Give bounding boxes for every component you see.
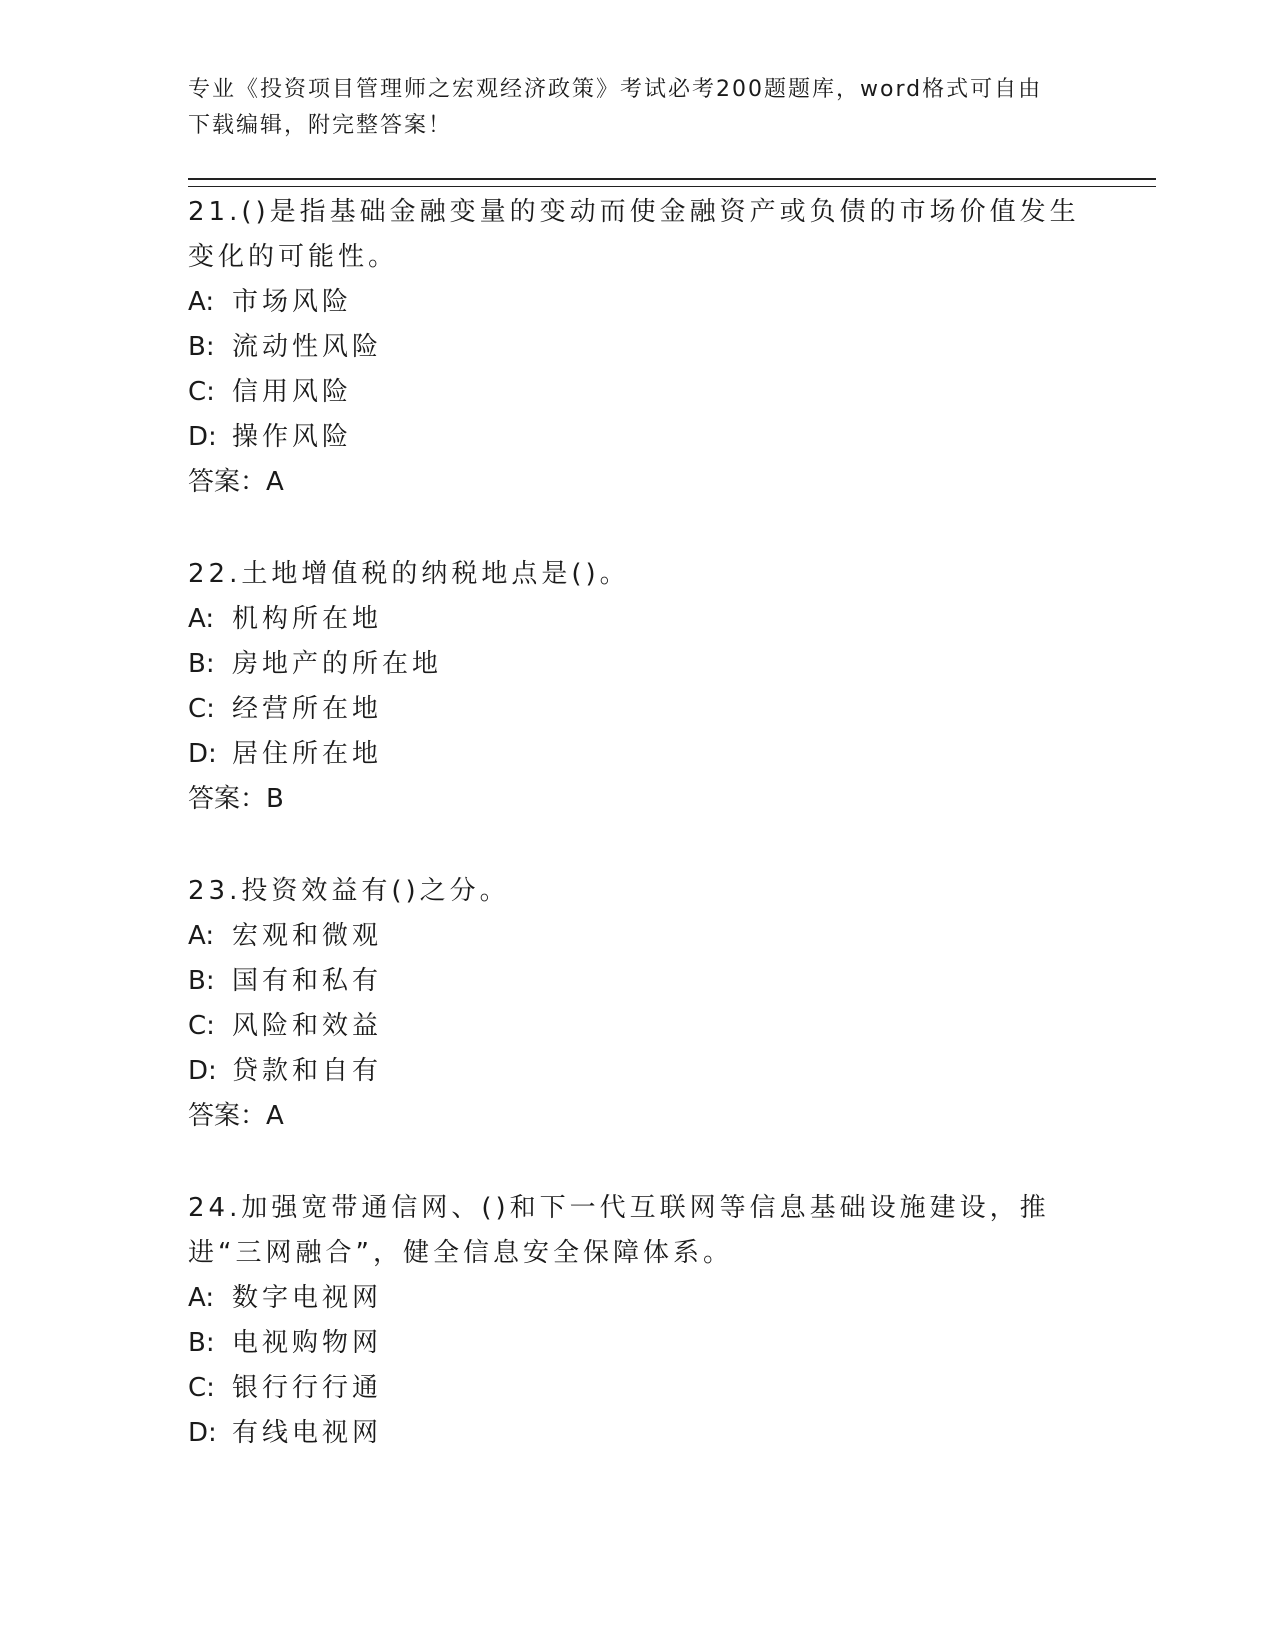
answer-line: 答案：A [188, 467, 284, 497]
option-a [188, 1276, 1088, 1321]
option-letter: A: [188, 1283, 215, 1313]
option-text: 房地产的所在地 [232, 649, 443, 679]
option-b [188, 325, 1088, 370]
option-letter: A: [188, 287, 215, 317]
option-b [188, 642, 1088, 687]
header-line-2: 下载编辑，附完整答案！ [188, 113, 453, 138]
option-text: 信用风险 [232, 377, 353, 407]
option-text: 机构所在地 [232, 604, 383, 634]
option-a [188, 914, 1088, 959]
question-item [188, 869, 1088, 1139]
option-text: 电视购物网 [232, 1328, 383, 1358]
option-letter: D: [188, 1418, 217, 1448]
option-letter: D: [188, 1056, 217, 1086]
option-letter: C: [188, 1373, 215, 1403]
option-letter: C: [188, 377, 215, 407]
option-letter: B: [188, 332, 215, 362]
option-letter: B: [188, 966, 215, 996]
option-c [188, 1004, 1088, 1049]
question-item [188, 190, 1088, 505]
question-item [188, 1186, 1088, 1456]
option-text: 宏观和微观 [232, 921, 383, 951]
option-text: 贷款和自有 [232, 1056, 383, 1086]
option-d [188, 732, 1088, 777]
question-stem: 22.土地增值税的纳税地点是()。 [188, 559, 630, 589]
question-list [188, 190, 1088, 1503]
option-text: 操作风险 [232, 422, 353, 452]
option-letter: D: [188, 739, 217, 769]
option-text: 市场风险 [232, 287, 353, 317]
option-d [188, 1049, 1088, 1094]
option-text: 国有和私有 [232, 966, 383, 996]
answer-line: 答案：A [188, 1101, 284, 1131]
option-text: 风险和效益 [232, 1011, 383, 1041]
document-header [188, 72, 1068, 144]
option-c [188, 1366, 1088, 1411]
option-b [188, 959, 1088, 1004]
option-d [188, 415, 1088, 460]
question-stem: 24.加强宽带通信网、()和下一代互联网等信息基础设施建设，推进“三网融合”，健全信息安全保障体系。 [188, 1193, 1050, 1268]
option-a [188, 280, 1088, 325]
header-line-1: 专业《投资项目管理师之宏观经济政策》考试必考200题题库，word格式可自由 [188, 77, 1043, 102]
option-a [188, 597, 1088, 642]
answer-line: 答案：B [188, 784, 284, 814]
question-stem: 21.()是指基础金融变量的变动而使金融资产或负债的市场价值发生变化的可能性。 [188, 197, 1080, 272]
option-letter: A: [188, 921, 215, 951]
option-text: 数字电视网 [232, 1283, 383, 1313]
header-divider [188, 178, 1156, 187]
option-letter: D: [188, 422, 217, 452]
option-d [188, 1411, 1088, 1456]
option-text: 居住所在地 [232, 739, 383, 769]
option-text: 经营所在地 [232, 694, 383, 724]
option-c [188, 370, 1088, 415]
option-letter: C: [188, 694, 215, 724]
option-c [188, 687, 1088, 732]
option-text: 有线电视网 [232, 1418, 383, 1448]
option-text: 流动性风险 [232, 332, 383, 362]
question-item [188, 552, 1088, 822]
option-letter: B: [188, 1328, 215, 1358]
option-b [188, 1321, 1088, 1366]
question-stem: 23.投资效益有()之分。 [188, 876, 510, 906]
option-letter: C: [188, 1011, 215, 1041]
option-letter: B: [188, 649, 215, 679]
option-letter: A: [188, 604, 215, 634]
option-text: 银行行行通 [232, 1373, 383, 1403]
